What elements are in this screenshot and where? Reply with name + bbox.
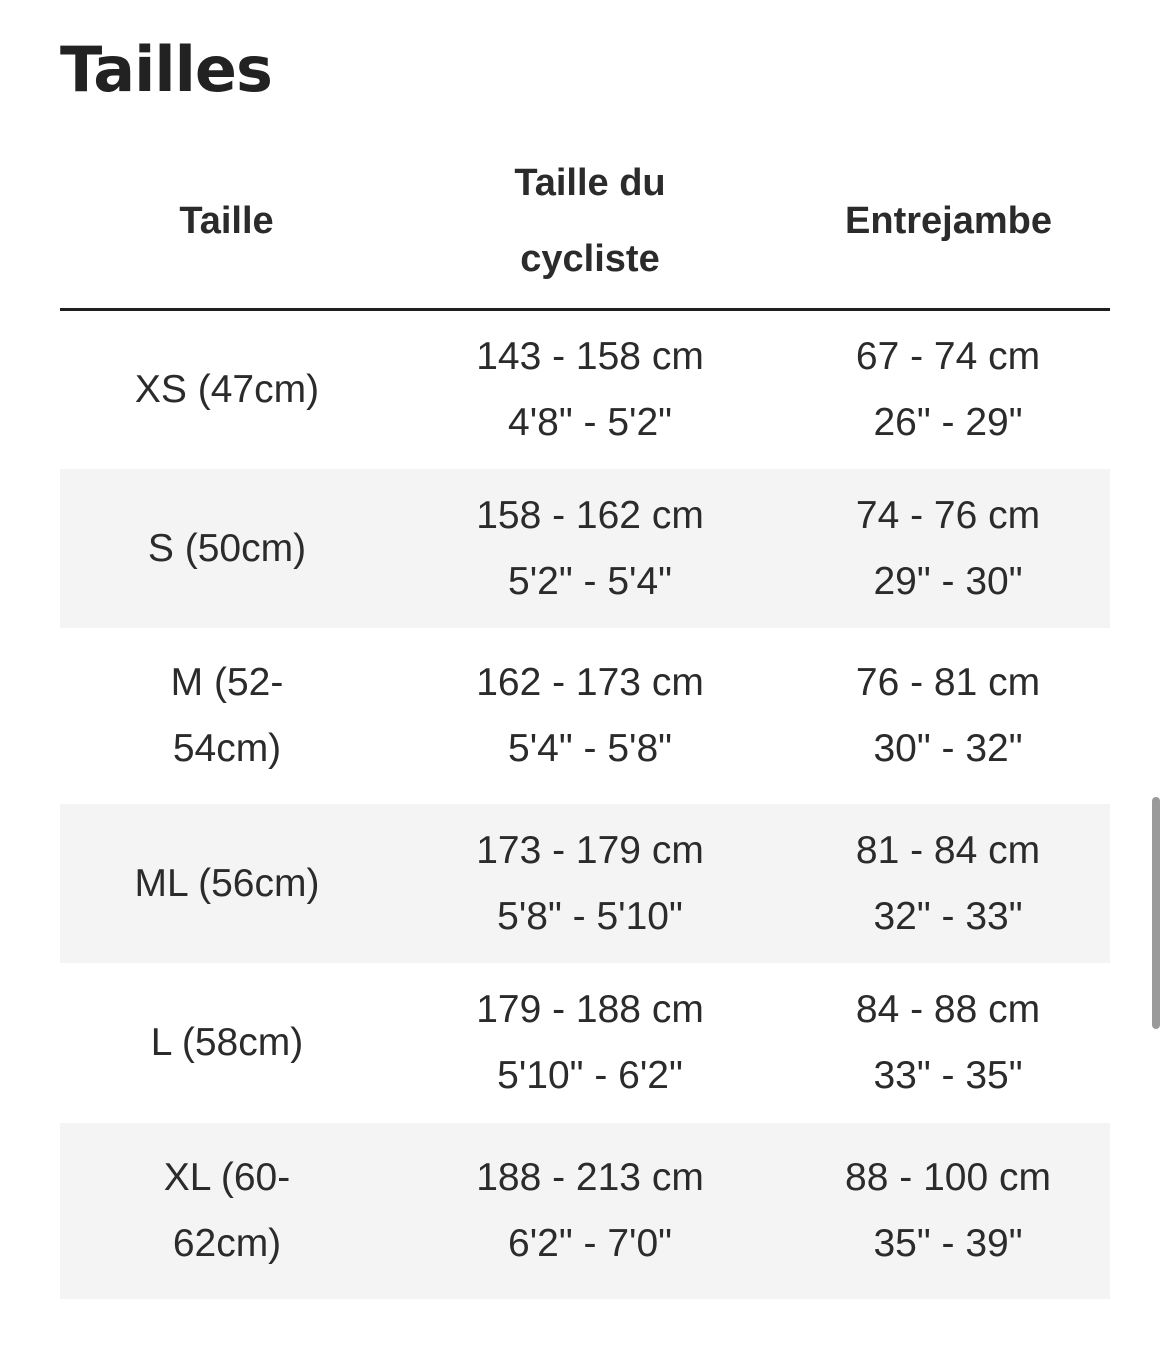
height-cm: 188 - 213 cm (476, 1156, 704, 1199)
height-cm: 173 - 179 cm (476, 828, 704, 872)
table-row (60, 628, 1110, 804)
size-label-line1: XL (60- (163, 1156, 291, 1199)
inseam-cm: 67 - 74 cm (855, 334, 1041, 378)
height-ft: 6'2" - 7'0" (508, 1222, 672, 1265)
inseam-in: 32" - 33" (873, 894, 1023, 938)
height-ft: 5'8" - 5'10" (497, 894, 683, 938)
cell-size (60, 1123, 394, 1299)
cell-rider-height (394, 469, 786, 628)
cell-size (60, 469, 394, 628)
cell-inseam (786, 804, 1110, 963)
size-label-line1: S (50cm) (147, 526, 307, 570)
table-row (60, 804, 1110, 963)
inseam-cm: 84 - 88 cm (855, 988, 1041, 1031)
cell-size (60, 628, 394, 804)
table-header-row (60, 135, 1110, 309)
cell-inseam (786, 963, 1110, 1123)
page-title: Tailles (60, 33, 272, 106)
header-rider-height (394, 135, 786, 309)
height-ft: 5'2" - 5'4" (508, 559, 672, 603)
cell-inseam (786, 628, 1110, 804)
height-cm: 162 - 173 cm (476, 661, 704, 704)
cell-inseam (786, 469, 1110, 628)
cell-inseam (786, 309, 1110, 469)
inseam-in: 26" - 29" (873, 400, 1023, 444)
header-rider-height-line2: cycliste (520, 238, 660, 281)
cell-inseam (786, 1123, 1110, 1299)
size-label-line2: 54cm) (172, 727, 282, 770)
size-chart-table (60, 135, 1110, 1299)
cell-size (60, 804, 394, 963)
cell-rider-height (394, 628, 786, 804)
size-label-line1: ML (56cm) (134, 861, 320, 905)
height-ft: 5'4" - 5'8" (508, 727, 672, 770)
scrollbar-thumb[interactable] (1152, 797, 1160, 1029)
header-inseam (786, 135, 1110, 309)
cell-size (60, 309, 394, 469)
cell-rider-height (394, 804, 786, 963)
size-label-line1: M (52- (170, 661, 284, 704)
height-cm: 143 - 158 cm (476, 334, 704, 378)
height-ft: 4'8" - 5'2" (508, 400, 672, 444)
inseam-in: 30" - 32" (873, 727, 1023, 770)
table-row (60, 469, 1110, 628)
size-label-line1: XS (47cm) (134, 367, 320, 411)
header-size (60, 135, 394, 309)
inseam-in: 29" - 30" (873, 559, 1023, 603)
inseam-in: 35" - 39" (873, 1222, 1023, 1265)
inseam-cm: 81 - 84 cm (855, 828, 1041, 872)
inseam-cm: 88 - 100 cm (845, 1156, 1051, 1199)
cell-size (60, 963, 394, 1123)
inseam-cm: 76 - 81 cm (855, 661, 1041, 704)
height-ft: 5'10" - 6'2" (497, 1054, 683, 1097)
inseam-in: 33" - 35" (873, 1054, 1023, 1097)
table-row (60, 963, 1110, 1123)
header-size-label: Taille (179, 200, 274, 243)
inseam-cm: 74 - 76 cm (855, 493, 1041, 537)
cell-rider-height (394, 309, 786, 469)
size-label-line2: 62cm) (172, 1222, 282, 1265)
cell-rider-height (394, 1123, 786, 1299)
cell-rider-height (394, 963, 786, 1123)
height-cm: 179 - 188 cm (476, 988, 704, 1031)
height-cm: 158 - 162 cm (476, 493, 704, 537)
table-row (60, 309, 1110, 469)
header-inseam-label: Entrejambe (845, 200, 1052, 243)
size-label-line1: L (58cm) (150, 1021, 304, 1064)
table-row (60, 1123, 1110, 1299)
header-rider-height-line1: Taille du (514, 162, 666, 205)
